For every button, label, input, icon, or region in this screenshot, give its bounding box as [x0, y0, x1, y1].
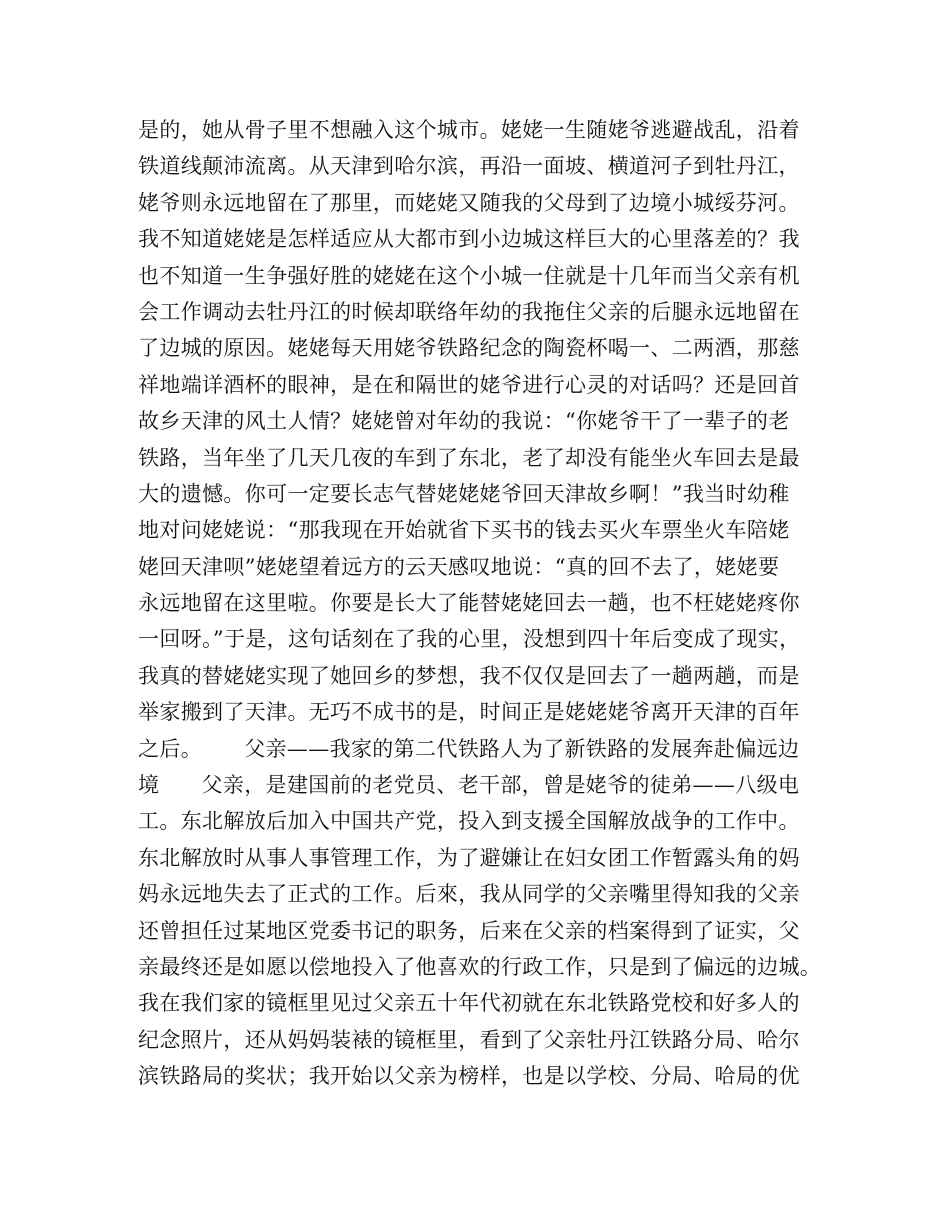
- text-line: 会工作调动去牡丹江的时候却联络年幼的我拖住父亲的后腿永远地留在: [138, 299, 800, 324]
- text-line: 举家搬到了天津。无巧不成书的是，时间正是姥姥姥爷离开天津的百年: [138, 700, 800, 725]
- text-line: 东北解放时从事人事管理工作，为了避嫌让在妇女团工作暂露头角的妈: [138, 845, 800, 870]
- text-line: 我不知道姥姥是怎样适应从大都市到小边城这样巨大的心里落差的？我: [138, 227, 800, 252]
- text-line: 大的遗憾。你可一定要长志气替姥姥姥爷回天津故乡啊！”我当时幼稚: [138, 481, 790, 506]
- text-line: 了边城的原因。姥姥每天用姥爷铁路纪念的陶瓷杯喝一、二两酒，那慈: [138, 336, 800, 361]
- body-text: [138, 112, 828, 1095]
- text-line: 姥爷则永远地留在了那里，而姥姥又随我的父母到了边境小城绥芬河。: [138, 190, 800, 215]
- text-line: 永远地留在这里啦。你要是长大了能替姥姥回去一趟，也不枉姥姥疼你: [138, 591, 800, 616]
- text-line: 故乡天津的风土人情？姥姥曾对年幼的我说：“你姥爷干了一辈子的老: [138, 409, 790, 434]
- text-line: 我在我们家的镜框里见过父亲五十年代初就在东北铁路党校和好多人的: [138, 991, 800, 1016]
- text-line: 妈永远地失去了正式的工作。后來，我从同学的父亲嘴里得知我的父亲: [138, 882, 800, 907]
- text-line: 祥地端详酒杯的眼神，是在和隔世的姥爷进行心灵的对话吗？还是回首: [138, 372, 800, 397]
- text-line: 还曾担任过某地区党委书记的职务，后来在父亲的档案得到了证实，父: [138, 918, 800, 943]
- text-line: 纪念照片，还从妈妈装裱的镜框里，看到了父亲牡丹江铁路分局、哈尔: [138, 1027, 800, 1052]
- text-line: 是的，她从骨子里不想融入这个城市。姥姥一生随姥爷逃避战乱，沿着: [138, 118, 800, 142]
- text-line: 铁道线颠沛流离。从天津到哈尔滨，再沿一面坡、横道河子到牡丹江，: [138, 154, 800, 179]
- text-line: 铁路，当年坐了几天几夜的车到了东北，老了却没有能坐火车回去是最: [138, 445, 800, 470]
- text-line: 一回呀。”于是，这句话刻在了我的心里，没想到四十年后变成了现实，: [138, 627, 801, 652]
- text-line: 也不知道一生争强好胜的姥姥在这个小城一住就是十几年而当父亲有机: [138, 263, 800, 288]
- text-line: 之后。 父亲——我家的第二代铁路人为了新铁路的发展奔赴偏远边: [138, 736, 800, 761]
- text-line: 我真的替姥姥实现了她回乡的梦想，我不仅仅是回去了一趟两趟，而是: [138, 663, 800, 688]
- text-line: 工。东北解放后加入中国共产党，投入到支援全国解放战争的工作中。: [138, 809, 800, 834]
- text-line: 姥回天津呗”姥姥望着远方的云天感叹地说：“真的回不去了，姥姥要: [138, 554, 780, 579]
- text-line: 滨铁路局的奖状；我开始以父亲为榜样，也是以学校、分局、哈局的优: [138, 1064, 800, 1089]
- text-line: 亲最终还是如愿以偿地投入了他喜欢的行政工作，只是到了偏远的边城。: [138, 954, 822, 979]
- text-line: 地对问姥姥说：“那我现在开始就省下买书的钱去买火车票坐火车陪姥: [138, 518, 790, 543]
- text-line: 境 父亲，是建国前的老党员、老干部，曾是姥爷的徒弟——八级电: [138, 773, 800, 798]
